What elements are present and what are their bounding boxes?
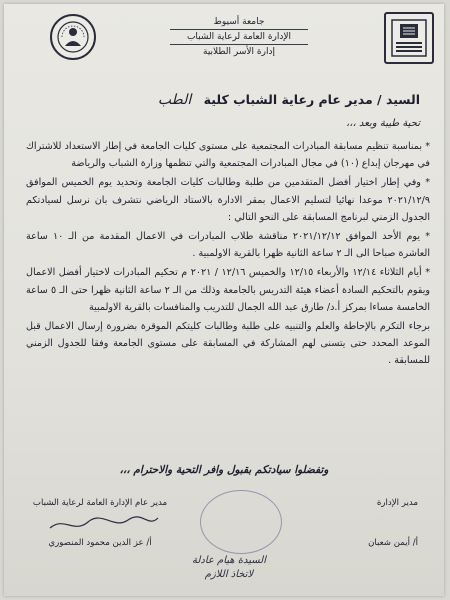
official-stamp-icon (200, 490, 282, 554)
greeting: تحية طيبة وبعد ،،، (346, 118, 420, 129)
letter-page (4, 4, 444, 596)
university-emblem-icon (389, 17, 429, 59)
recipient-text: السيد / مدير عام رعاية الشباب كلية (203, 92, 420, 107)
signature-name: أ/ عز الدين محمود المنصوري (48, 538, 152, 548)
header-divider (170, 29, 308, 30)
assiut-university-logo (384, 12, 434, 64)
signature-title: مدير عام الإدارة العامة لرعاية الشباب (32, 498, 168, 508)
letterhead (164, 16, 314, 58)
youth-emblem-icon (55, 19, 91, 55)
paragraph-1: * بمناسبة تنظيم مسابقة المبادرات المجتمعية على مستوى كليات الجامعة في إطار الاستعداد للاشتراك في مهرجان إبداع (١٠) في مجال المبادرات المجتمعية والتي تنظمها وزارة الشباب والرياضة (26, 141, 430, 170)
university-name: جامعة أسيوط (213, 17, 265, 27)
paragraph-5: برجاء التكرم بالإحاطة والعلم والتنبيه على طلبة وطالبات كليتكم الموقرة بضرورة إرسال الاعمال قبل الموعد المحدد حتى يتسنى لهم المشاركة في المسابقة على مستوى الجامعة وفقا للجدول الزمني للمسابقة . (26, 321, 430, 367)
letter-body (26, 138, 430, 372)
paragraph-2: * وفي إطار اختيار أفضل المتقدمين من طلبة وطالبات كليات الجامعة وتحديد يوم الخميس الموافق ٢٠٢١/١٢/٩ موعدا نهائيا لتسليم الاعمال بمقر الادارة بالاستاد الرياضي نتشرف بان نرسل لسيادتكم الجدول الزمني لبرنامج المسابقة على النحو التالي : (26, 177, 430, 223)
handwritten-note-line: السيدة هيام عادلة (191, 555, 266, 566)
header-divider (170, 44, 308, 45)
closing-line: وتفضلوا سيادتكم بقبول وافر التحية والاحترام ،،، (119, 464, 329, 476)
paragraph-3: * يوم الأحد الموافق ٢٠٢١/١٢/١٢ مناقشة طلاب المبادرات في الاعمال المقدمة من الـ ١٠ ساعة العاشرة صباحا الى الـ ٢ ساعة الثانية ظهرا بالقرية الاولمبية . (26, 231, 430, 260)
office-name: إدارة الأسر الطلابية (203, 47, 275, 57)
paragraph-4: * أيام الثلاثاء ١٢/١٤ والأربعاء ١٢/١٥ والخميس ١٢/١٦ / ٢٠٢١ م تحكيم المبادرات لاختيار أفضل الاعمال ويقوم بالتحكيم السادة أعضاء هيئة التدريس بالجامعة وذلك من الـ ٢ ساعة الثانية ظهرا حتى الـ ٥ ساعة الخامسة مساءا بمركز أ.د/ طارق عبد الله الجمال للتدريب والمنافسات بالقرية الاولمبية (26, 267, 430, 313)
youth-welfare-logo (50, 14, 96, 60)
recipient-line (100, 92, 420, 108)
department-name: الإدارة العامة لرعاية الشباب (186, 32, 292, 42)
handwritten-note-line: لاتخاذ اللازم (204, 569, 254, 580)
signature-name: أ/ أيمن شعبان (368, 538, 418, 548)
signature-title: مدير الإدارة (376, 498, 418, 508)
handwritten-note (154, 554, 304, 582)
signature-block-manager (298, 496, 418, 550)
recipient-handwritten: الطب (157, 92, 192, 108)
handwritten-signature-icon (44, 512, 164, 536)
